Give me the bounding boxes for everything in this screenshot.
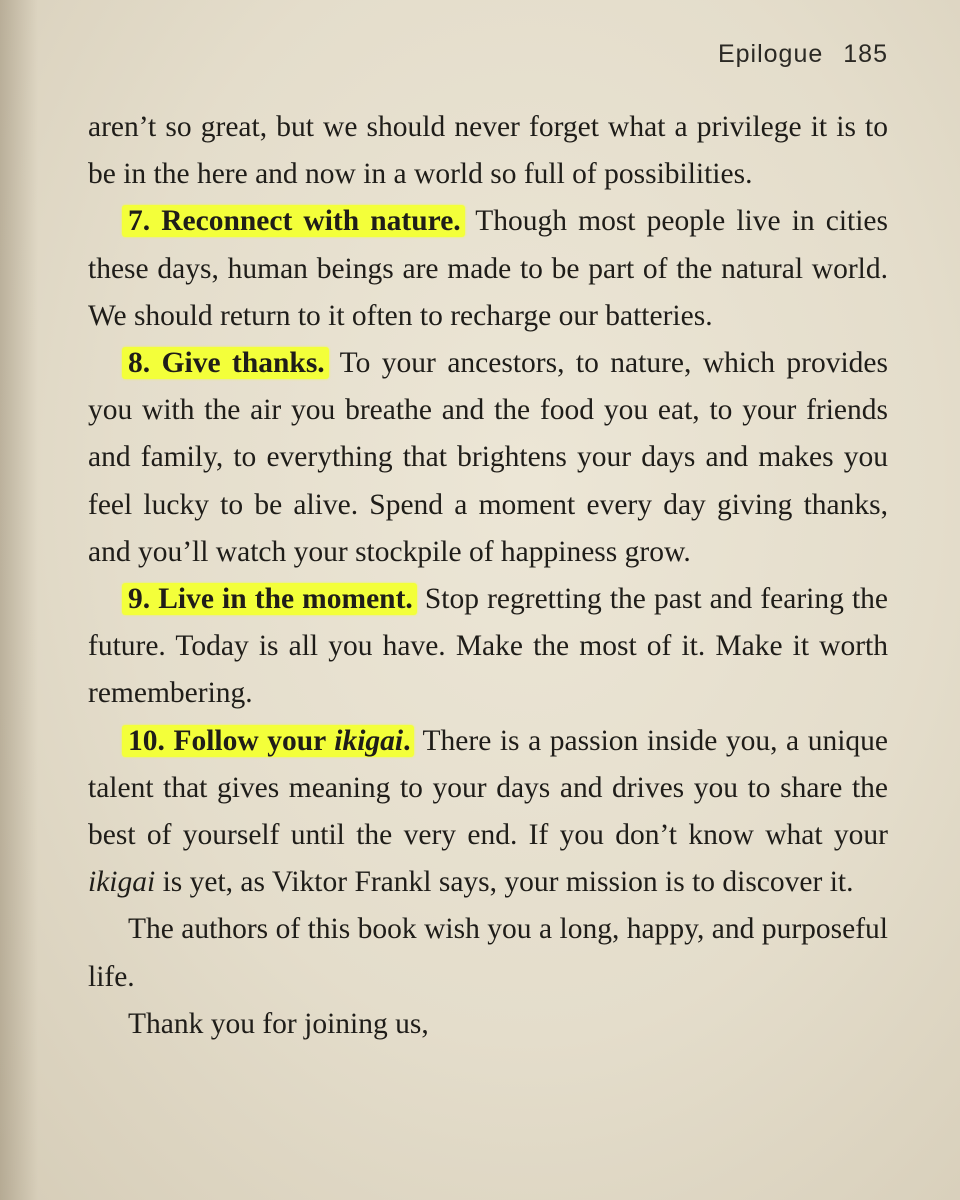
thanks-text: Thank you for joining us,: [128, 1007, 429, 1040]
closing-text: The authors of this book wish you a long, happy, and purposeful life.: [88, 913, 888, 993]
rule-7-text: Though most people live in cities these days, human beings are made to be part of the natural world. We should return to it often to recharge our batteries.: [88, 205, 888, 332]
rule-10-text-before: There is a passion inside you, a unique talent that gives meaning to your days and drives you to share the best of yourself until the very end. If you don’t know what your: [88, 724, 888, 852]
rule-8-text: To your ancestors, to nature, which provides you with the air you breathe and the food you eat, to your friends and family, to everything that brightens your days and makes you feel lucky to be alive. Spend a moment every day giving thanks, and you’ll watch your stockpile of happiness grow.: [88, 347, 888, 568]
rule-10-heading-suffix: .: [403, 724, 411, 757]
rule-10-text-after: is yet, as Viktor Frankl says, your mission is to discover it.: [155, 866, 854, 899]
section-title: Epilogue: [717, 40, 824, 68]
rule-8-heading: 8. Give thanks.: [122, 347, 329, 379]
spine-shadow: [0, 0, 38, 1200]
rule-10-heading-prefix: 10. Follow your: [128, 724, 335, 757]
thanks-paragraph: [88, 1001, 888, 1048]
paragraph-continuation: [88, 104, 888, 198]
body-text: [88, 104, 888, 1048]
rule-9-paragraph: [88, 576, 888, 718]
closing-paragraph: [88, 906, 888, 1000]
rule-10-paragraph: [88, 718, 888, 907]
rule-9-text: Stop regretting the past and fearing the future. Today is all you have. Make the most of it. Make it worth remembering.: [88, 583, 888, 710]
page-number: 185: [843, 40, 888, 68]
rule-7-heading: 7. Reconnect with nature.: [122, 205, 465, 237]
rule-10-text-italic: ikigai: [88, 866, 156, 899]
rule-10-heading-italic: ikigai: [334, 724, 404, 757]
rule-10-heading: [122, 725, 414, 757]
running-head: [718, 40, 888, 69]
rule-9-heading: 9. Live in the moment.: [122, 583, 417, 615]
paragraph-text: aren’t so great, but we should never forget what a privilege it is to be in the here and now in a world so full of possibilities.: [88, 111, 888, 191]
rule-7-paragraph: [88, 198, 888, 340]
rule-8-paragraph: [88, 340, 888, 576]
